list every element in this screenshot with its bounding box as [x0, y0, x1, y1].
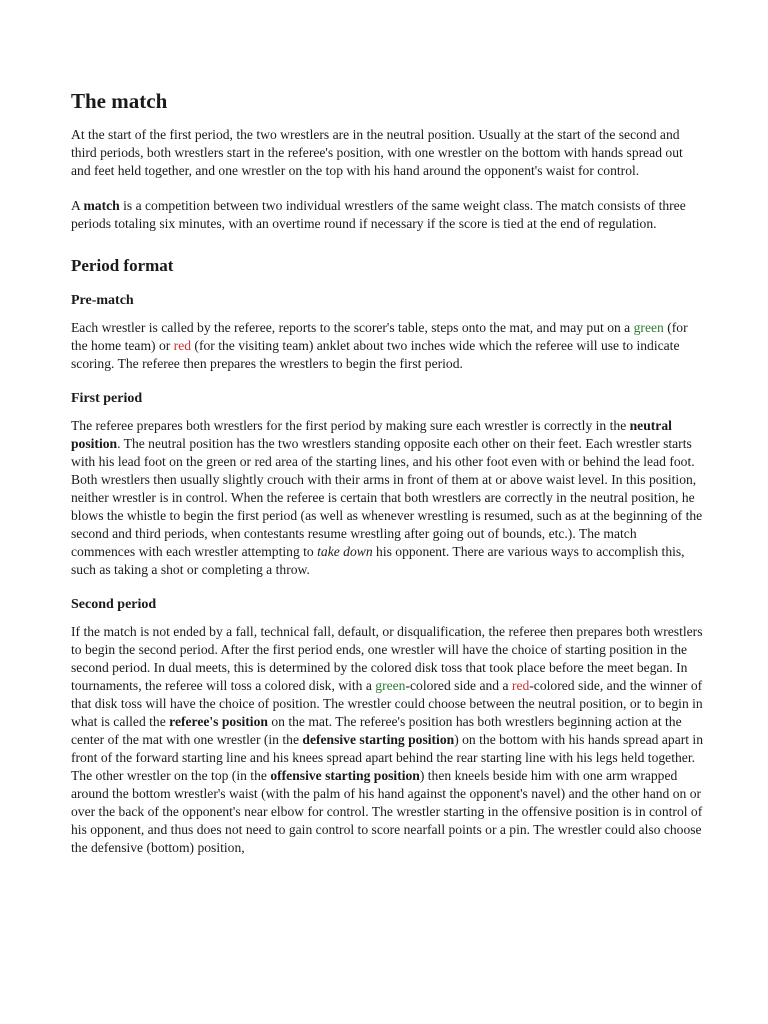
subsection-heading-second-period: Second period: [71, 597, 157, 612]
offensive-starting-position-term: offensive starting position: [270, 768, 420, 783]
subsection-heading-first-period: First period: [71, 391, 143, 406]
second-green-word: green: [375, 678, 406, 693]
section-heading-period-format: Period format: [71, 256, 174, 275]
second-text-5: ) on the bottom with his hands spread apart in front of the forward starting line and his knees spread apart behind the rear starting line with his legs held together. The other wrestler on the top (in the: [71, 732, 703, 783]
defensive-starting-position-term: defensive starting position: [302, 732, 455, 747]
second-period-paragraph: [71, 623, 704, 857]
first-text-3: his opponent. There are various ways to accomplish this, such as taking a shot or completing a throw.: [71, 544, 685, 577]
second-text-1: If the match is not ended by a fall, technical fall, default, or disqualification, the referee then prepares both wrestlers to begin the second period. After the first period ends, one wrestler will have the choice of starting position in the second period. In dual meets, this is determined by the colored disk toss that took place before the meet began. In tournaments, the referee will toss a colored disk, with a: [71, 624, 703, 693]
prematch-paragraph: [71, 319, 704, 373]
second-text-2: -colored side and a: [405, 678, 512, 693]
first-text-1: The referee prepares both wrestlers for the first period by making sure each wrestler is correctly in the: [71, 418, 630, 433]
first-period-paragraph: [71, 417, 704, 579]
second-text-4: on the mat. The referee's position has both wrestlers beginning action at the center of the mat with one wrestler (in the: [71, 714, 682, 747]
prematch-green-word: green: [633, 320, 664, 335]
intro-text-1: At the start of the first period, the two wrestlers are in the neutral position. Usually at the start of the second and third periods, both wrestlers start in the referee's position, with one wrestler on the bottom with hands spread out and feet held together, and one wrestler on the top with his hand around the opponent's waist for control.: [71, 127, 683, 178]
second-text-3: -colored side, and the winner of that disk toss will have the choice of position. The wrestler could choose between the neutral position, or to begin in what is called the: [71, 678, 703, 729]
subsection-heading-prematch: Pre-match: [71, 293, 134, 308]
second-text-6: ) then kneels beside him with one arm wrapped around the bottom wrestler's waist (with the palm of his hand against the opponent's navel) and the other hand on or over the back of the opponent's near elbow for control. The wrestler starting in the offensive position is in control of his opponent, and thus does not need to gain control to score nearfall points or a pin. The wrestler could also choose the defensive (bottom) position,: [71, 768, 703, 855]
referees-position-term: referee's position: [169, 714, 268, 729]
second-red-word: red: [511, 678, 530, 693]
prematch-text-3: (for the visiting team) anklet about two inches wide which the referee will use to indicate scoring. The referee then prepares the wrestlers to begin the first period.: [71, 338, 680, 371]
prematch-text-1: Each wrestler is called by the referee, reports to the scorer's table, steps onto the mat, and may put on a: [71, 320, 634, 335]
first-text-2: . The neutral position has the two wrestlers standing opposite each other on their feet. Each wrestler starts with his lead foot on the green or red area of the starting lines, and his other foot even with or behind the lead foot. Both wrestlers then usually slightly crouch with their arms in front of them at or above waist level. In this position, neither wrestler is in control. When the referee is certain that both wrestlers are correctly in the neutral position, he blows the whistle to begin the first period (as well as whenever wrestling is resumed, such as at the beginning of the second and third periods, when contestants resume wrestling after going out of bounds, etc.). The match commences with each wrestler attempting to: [71, 436, 703, 559]
page-title: The match: [71, 89, 168, 113]
take-down-term: take down: [317, 544, 373, 559]
neutral-position-term: neutral position: [71, 418, 672, 451]
intro-paragraph-2: [71, 197, 704, 233]
prematch-text-2: (for the home team) or: [71, 320, 688, 353]
prematch-red-word: red: [173, 338, 192, 353]
match-term: match: [83, 198, 120, 213]
intro-text-2a: A: [71, 198, 84, 213]
intro-text-2b: is a competition between two individual wrestlers of the same weight class. The match consists of three periods totaling six minutes, with an overtime round if necessary if the score is tied at the end of regulation.: [71, 198, 686, 231]
intro-paragraph-1: [71, 126, 704, 180]
